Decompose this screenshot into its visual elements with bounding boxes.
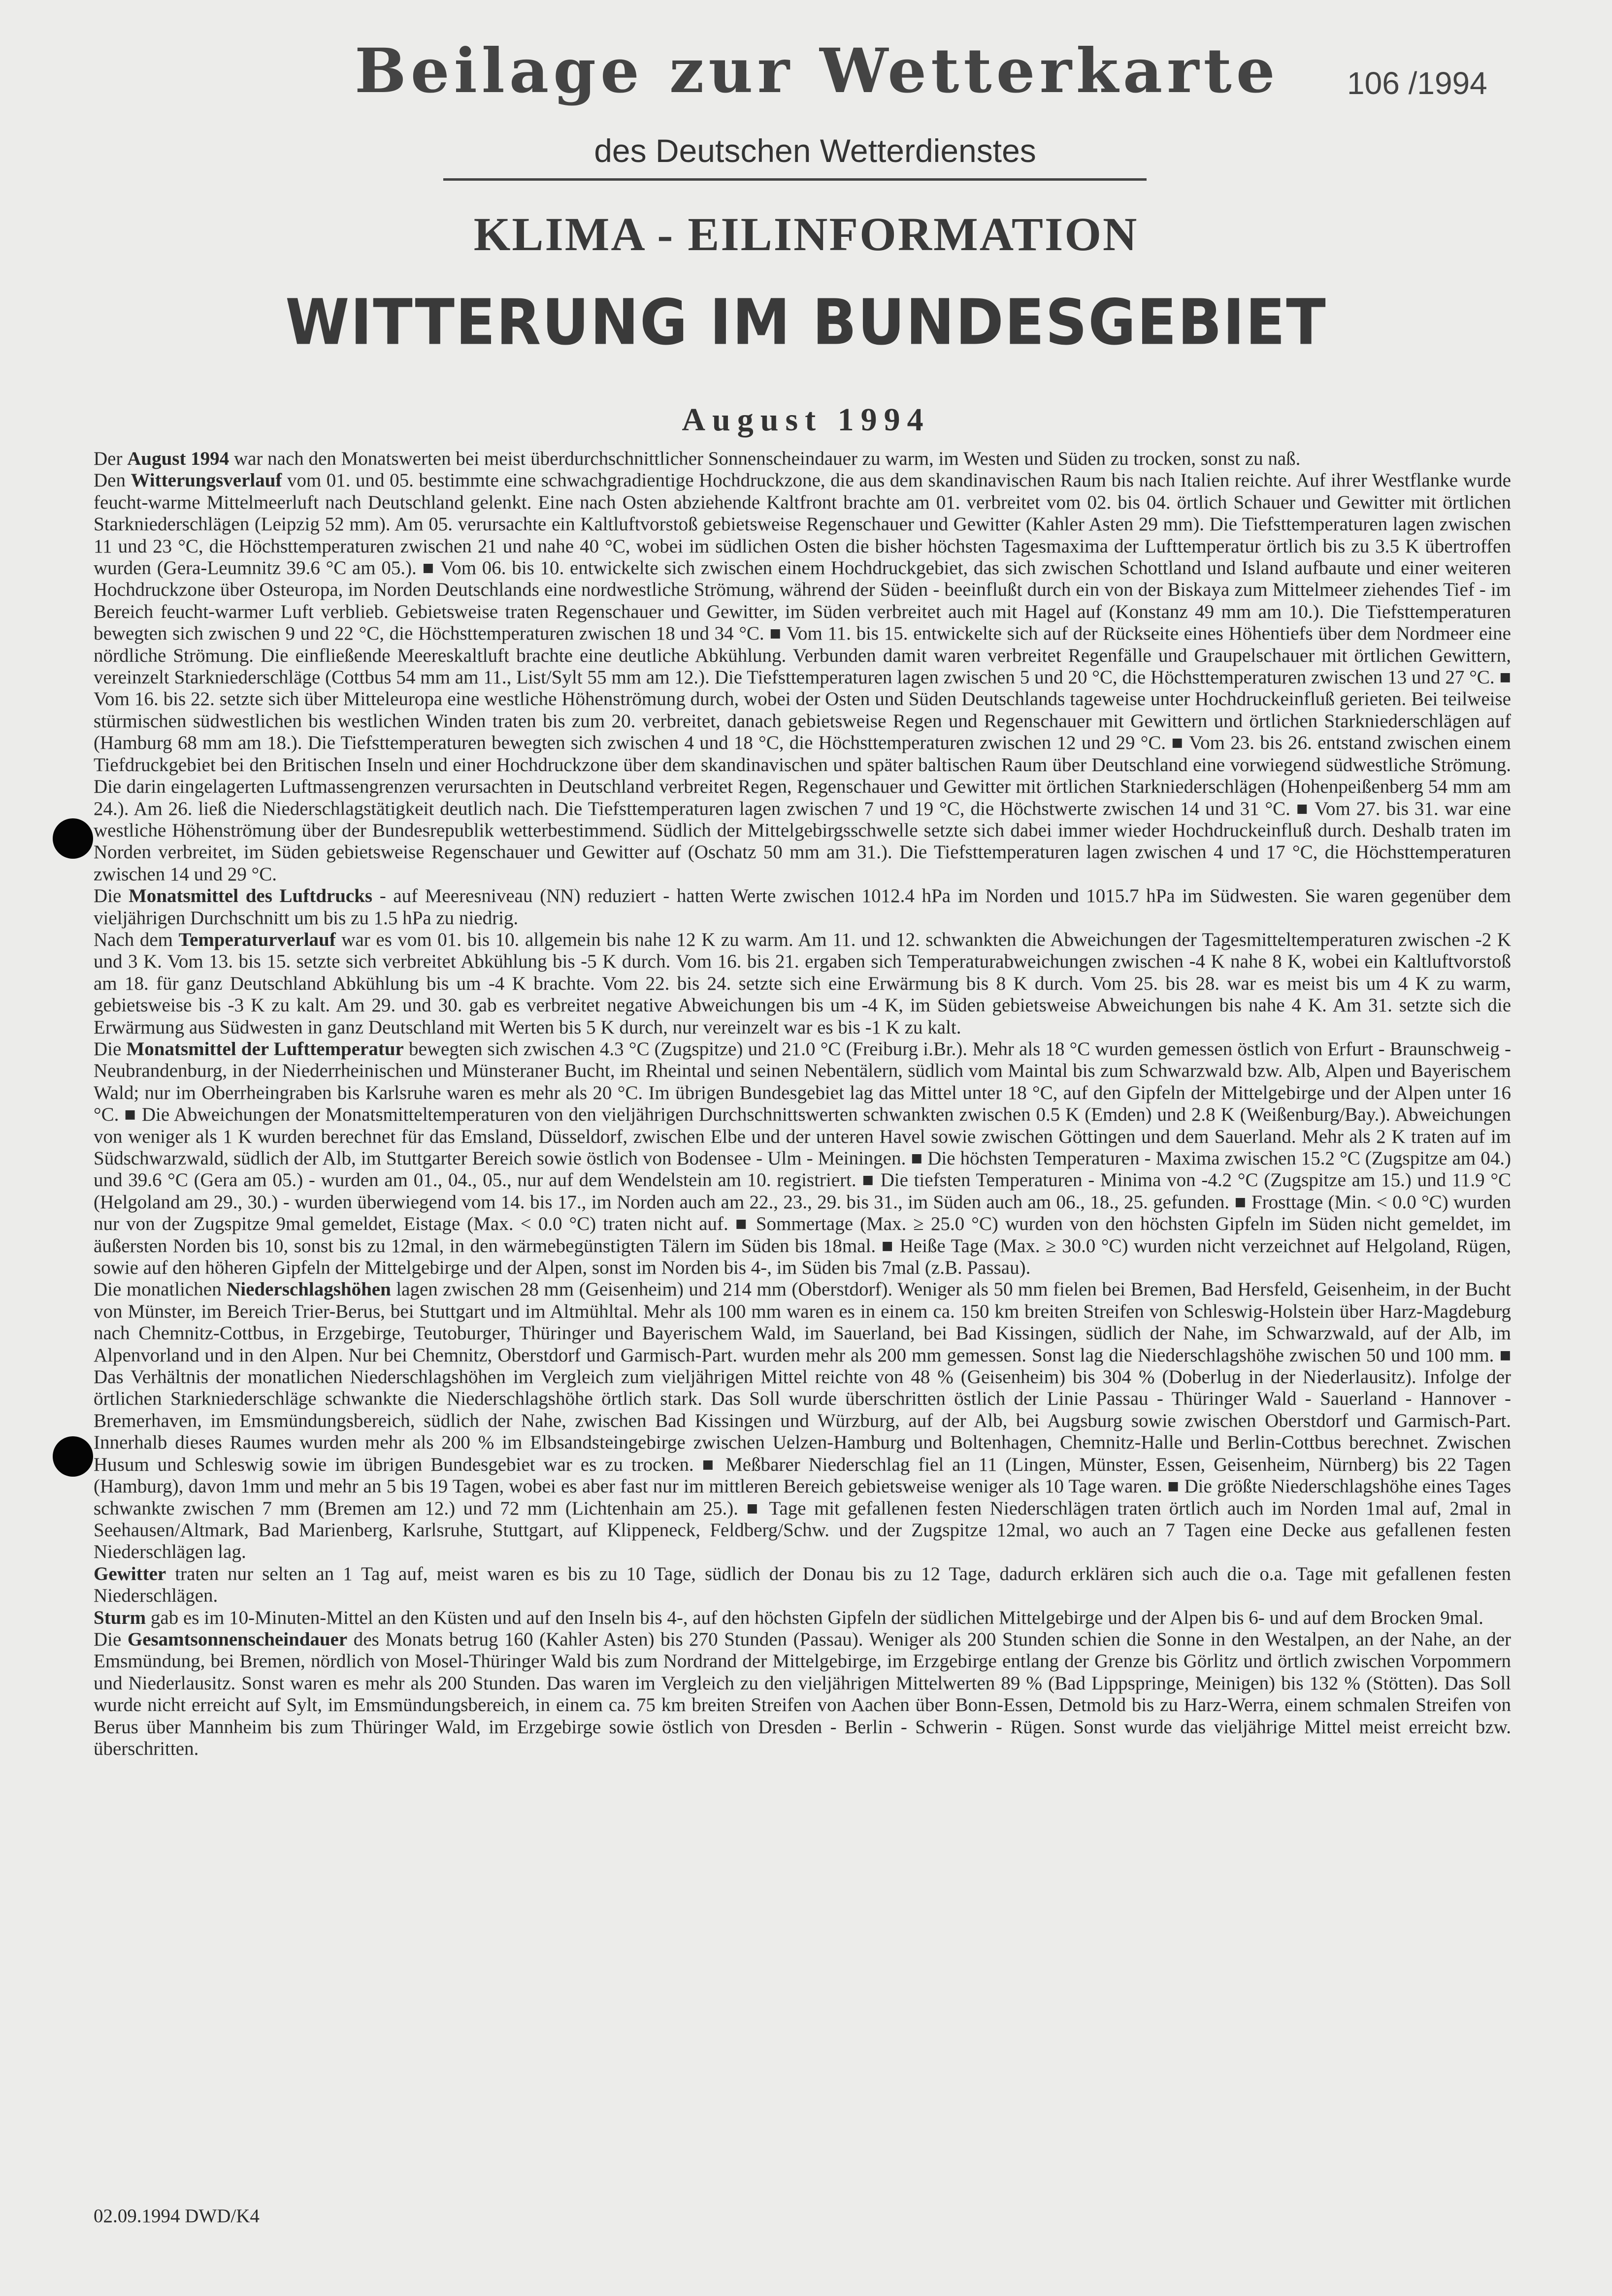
paragraph-sonnenschein: Die Gesamtsonnenscheindauer des Monats betrug 160 (Kahler Asten) bis 270 Stunden (Passau). Weniger als 200 Stunden schien die Sonne in den Westalpen, an der Nahe, an der Emsmündung, bei Bremen, nördlich von Mosel-Thüringer Wald bis zum Nordrand der Mittelgebirge, im Erzgebirge entlang der Grenze bis Görlitz und örtlich zwischen Vorpommern und Niederlausitz. Sonst waren es mehr als 200 Stunden. Das waren im Vergleich zu den vieljährigen Mittelwerten 89 % (Bad Lippspringe, Meinigen) bis 132 % (Stötten). Das Soll wurde nicht erreicht auf Sylt, im Emsmündungsbereich, in einem ca. 75 km breiten Streifen von Aachen über Bonn-Essen, Detmold bis zu Harz-Werra, einem schmalen Streifen von Berus über Mannheim bis zum Thüringer Wald, im Erzgebirge sowie östlich von Dresden - Berlin - Schwerin - Rügen. Sonst wurde das vieljährige Mittel meist erreicht bzw. überschritten.: [94, 1628, 1511, 1759]
report-month: August 1994: [682, 402, 930, 438]
punch-hole-icon: [53, 1436, 93, 1477]
punch-hole-icon: [53, 818, 93, 859]
footer-date: 02.09.1994 DWD/K4: [94, 2205, 260, 2227]
report-body: [94, 448, 1511, 1760]
paragraph-witterungsverlauf: Den Witterungsverlauf vom 01. und 05. bestimmte eine schwachgradientige Hochdruckzone, die aus dem skandinavischen Raum bis nach Italien reichte. Auf ihrer Westflanke wurde feucht-warme Mittelmeerluft nach Deutschland gelenkt. Eine nach Osten abziehende Kaltfront brachte am 01. verbreitet vom 02. bis 04. örtlich Schauer und Gewitter mit örtlichen Starkniederschlägen (Leipzig 52 mm). Am 05. verursachte ein Kaltluftvorstoß gebietsweise Regenschauer und Gewitter (Kahler Asten 29 mm). Die Tiefsttemperaturen lagen zwischen 11 und 23 °C, die Höchsttemperaturen zwischen 21 und nahe 40 °C, wobei im südlichen Osten die bisher höchsten Tagesmaxima der Lufttemperatur örtlich bis zu 3.5 K übertroffen wurden (Gera-Leumnitz 39.6 °C am 05.). ■ Vom 06. bis 10. entwickelte sich zwischen einem Hochdruckgebiet, das sich zwischen Schottland und Island aufbaute und einer weiteren Hochdruckzone über Osteuropa, im Norden Deutschlands eine nordwestliche Strömung, während der Süden - beeinflußt durch ein von der Biskaya zum Mittelmeer ziehendes Tief - im Bereich feucht-warmer Luft verblieb. Gebietsweise traten Regenschauer und Gewitter, im Süden verbreitet auch mit Hagel auf (Konstanz 49 mm am 10.). Die Tiefsttemperaturen bewegten sich zwischen 9 und 22 °C, die Höchsttemperaturen zwischen 18 und 34 °C. ■ Vom 11. bis 15. entwickelte sich auf der Rückseite eines Höhentiefs über dem Nordmeer eine nördliche Strömung. Die einfließende Meereskaltluft brachte eine deutliche Abkühlung. Verbunden damit waren verbreitet Regenfälle und Graupelschauer mit örtlichen Gewittern, vereinzelt Starkniederschläge (Cottbus 54 mm am 11., List/Sylt 55 mm am 12.). Die Tiefsttemperaturen lagen zwischen 5 und 20 °C, die Höchsttemperaturen zwischen 13 und 27 °C. ■ Vom 16. bis 22. setzte sich über Mitteleuropa eine westliche Höhenströmung durch, wobei der Osten und Süden Deutschlands tageweise unter Hochdruckeinfluß gerieten. Bei teilweise stürmischen südwestlichen bis westlichen Winden traten bis zum 20. verbreitet, danach gebietsweise Regen und Regenschauer mit Gewittern und örtlichen Starkniederschlägen auf (Hamburg 68 mm am 18.). Die Tiefsttemperaturen bewegten sich zwischen 4 und 18 °C, die Höchsttemperaturen zwischen 12 und 29 °C. ■ Vom 23. bis 26. entstand zwischen einem Tiefdruckgebiet bei den Britischen Inseln und einer Hochdruckzone über dem skandinavischen und später baltischen Raum über Deutschland eine vorwiegend südwestliche Strömung. Die darin eingelagerten Luftmassengrenzen verursachten in Deutschland verbreitet Regen, Regenschauer und Gewitter mit örtlichen Starkniederschlägen (Hohenpeißenberg 54 mm am 24.). Am 26. ließ die Niederschlagstätigkeit deutlich nach. Die Tiefsttemperaturen lagen zwischen 7 und 19 °C, die Höchstwerte zwischen 14 und 31 °C. ■ Vom 27. bis 31. war eine westliche Höhenströmung über der Bundesrepublik wetterbestimmend. Südlich der Mittelgebirgsschwelle setzte sich dabei immer wieder Hochdruckeinfluß durch. Deshalb traten im Norden verbreitet, im Süden gebietsweise Regenschauer und Gewitter auf (Oschatz 50 mm am 31.). Die Tiefsttemperaturen lagen zwischen 4 und 17 °C, die Höchsttemperaturen zwischen 14 und 29 °C.: [94, 470, 1511, 885]
paragraph-lufttemperatur: Die Monatsmittel der Lufttemperatur bewegten sich zwischen 4.3 °C (Zugspitze) und 21.0 °C (Freiburg i.Br.). Mehr als 18 °C wurden gemessen östlich von Erfurt - Braunschweig - Neubrandenburg, in der Niederrheinischen und Münsteraner Bucht, im Rheintal und seinen Nebentälern, südlich vom Maintal bis zum Schwarzwald bzw. Alb, Alpen und Bayerischem Wald; nur im Oberrheingraben bis Karlsruhe waren es mehr als 20 °C. Im übrigen Bundesgebiet lag das Mittel unter 18 °C, auf den Gipfeln der Mittelgebirge und der Alpen unter 16 °C. ■ Die Abweichungen der Monatsmitteltemperaturen von den vieljährigen Durchschnittswerten schwankten zwischen 0.5 K (Emden) und 2.8 K (Weißenburg/Bay.). Abweichungen von weniger als 1 K wurden berechnet für das Emsland, Düsseldorf, zwischen Elbe und der unteren Havel sowie zwischen Göttingen und dem Sauerland. Mehr als 2 K traten auf im Südschwarzwald, südlich der Alb, im Stuttgarter Bereich sowie östlich von Bodensee - Ulm - Meiningen. ■ Die höchsten Temperaturen - Maxima zwischen 15.2 °C (Zugspitze am 04.) und 39.6 °C (Gera am 05.) - wurden am 01., 04., 05., nur auf dem Wendelstein am 10. registriert. ■ Die tiefsten Temperaturen - Minima von -4.2 °C (Zugspitze am 15.) und 11.9 °C (Helgoland am 29., 30.) - wurden überwiegend vom 14. bis 17., im Norden auch am 22., 23., 29. bis 31., im Süden auch am 06., 18., 25. gefunden. ■ Frosttage (Min. < 0.0 °C) wurden nur von der Zugspitze 9mal gemeldet, Eistage (Max. < 0.0 °C) traten nicht auf. ■ Sommertage (Max. ≥ 25.0 °C) wurden von den höchsten Gipfeln im Süden nicht gemeldet, im äußersten Norden bis 10, sonst bis zu 12mal, in den wärmebegünstigten Tälern im Süden bis 18mal. ■ Heiße Tage (Max. ≥ 30.0 °C) wurden nicht verzeichnet auf Helgoland, Rügen, sowie auf den höheren Gipfeln der Mittelgebirge und der Alpen, sonst im Norden bis 4-, im Süden bis 7mal (z.B. Passau).: [94, 1038, 1512, 1279]
paragraph-temperaturverlauf: Nach dem Temperaturverlauf war es vom 01. bis 10. allgemein bis nahe 12 K zu warm. Am 11. und 12. schwankten die Abweichungen der Tagesmitteltemperaturen zwischen -2 K und 3 K. Vom 13. bis 15. setzte sich verbreitet Abkühlung bis -5 K durch. Vom 16. bis 21. ergaben sich Temperaturabweichungen zwischen -4 K nahe 8 K, wobei ein Kaltluftvorstoß am 18. für ganz Deutschland Abkühlung bis um -4 K brachte. Vom 22. bis 24. setzte sich eine Erwärmung bis 8 K durch. Vom 25. bis 28. war es meist bis um 4 K zu warm, gebietsweise bis -3 K zu kalt. Am 29. und 30. gab es verbreitet negative Abweichungen bis um -4 K, im Süden gebietsweise Abweichungen bis nahe 4 K. Am 31. setzte sich die Erwärmung aus Südwesten in ganz Deutschland mit Werten bis 5 K durch, nur vereinzelt war es bis -1 K zu kalt.: [94, 929, 1512, 1038]
document-subtitle: des Deutschen Wetterdienstes: [594, 132, 1036, 169]
document-title: Beilage zur Wetterkarte: [355, 35, 1280, 107]
paragraph-gewitter: Gewitter traten nur selten an 1 Tag auf, meist waren es bis zu 10 Tage, südlich der Donau bis zu 12 Tage, dadurch erklären sich auch die o.a. Tage mit gefallenen festen Niederschlägen.: [94, 1563, 1511, 1607]
main-heading: WITTERUNG IM BUNDESGEBIET: [285, 285, 1327, 359]
paragraph-sturm: Sturm gab es im 10-Minuten-Mittel an den Küsten und auf den Inseln bis 4-, auf den höchsten Gipfeln der südlichen Mittelgebirge und der Alpen bis 6- und auf dem Brocken 9mal.: [94, 1607, 1483, 1628]
section-label: KLIMA - EILINFORMATION: [473, 208, 1139, 260]
paragraph-summary: Der August 1994 war nach den Monatswerten bei meist überdurchschnittlicher Sonnenscheindauer zu warm, im Westen und Süden zu trocken, sonst zu naß.: [94, 448, 1301, 469]
paragraph-niederschlag: Die monatlichen Niederschlagshöhen lagen zwischen 28 mm (Geisenheim) und 214 mm (Oberstdorf). Weniger als 50 mm fielen bei Bremen, Bad Hersfeld, Geisenheim, in der Bucht von Münster, im Bereich Trier-Berus, bei Stuttgart und im Altmühltal. Mehr als 100 mm waren es in einem ca. 150 km breiten Streifen von Schleswig-Holstein über Harz-Magdeburg nach Chemnitz-Cottbus, in Erzgebirge, Teutoburger, Thüringer und Bayerischem Wald, im Sauerland, bei Bad Kissingen, südlich der Nahe, im Schwarzwald, auf der Alb, im Alpenvorland und in den Alpen. Nur bei Chemnitz, Oberstdorf und Garmisch-Part. wurden mehr als 200 mm gemessen. Sonst lag die Niederschlagshöhe zwischen 50 und 100 mm. ■ Das Verhältnis der monatlichen Niederschlagshöhen im Vergleich zum vieljährigen Mittel reichte von 48 % (Geisenheim) bis 304 % (Doberlug in der Niederlausitz). Infolge der örtlichen Starkniederschläge schwankte die Niederschlagshöhe örtlich stark. Das Soll wurde überschritten östlich der Linie Passau - Thüringer Wald - Sauerland - Hannover - Bremerhaven, im Emsmündungsbereich, südlich der Nahe, zwischen Bad Kissingen und Würzburg, auf der Alb, bei Augsburg sowie zwischen Oberstdorf und Garmisch-Part. Innerhalb dieses Raumes wurden mehr als 200 % im Elbsandsteingebirge zwischen Uelzen-Hamburg und Boltenhagen, Chemnitz-Halle und Berlin-Cottbus berechnet. Zwischen Husum und Schleswig sowie im übrigen Bundesgebiet war es zu trocken. ■ Meßbarer Niederschlag fiel an 11 (Lingen, Münster, Essen, Geisenheim, Nürnberg) bis 22 Tagen (Hamburg), davon 1mm und mehr an 5 bis 19 Tagen, wobei es aber fast nur im mittleren Bereich gebietsweise weniger als 10 Tage waren. ■ Die größte Niederschlagshöhe eines Tages schwankte zwischen 7 mm (Bremen am 12.) und 72 mm (Lichtenhain am 25.). ■ Tage mit gefallenen festen Niederschlägen traten örtlich auch im Norden 1mal auf, 2mal in Seehausen/Altmark, Bad Marienberg, Karlsruhe, Stuttgart, auf Klippeneck, Feldberg/Schw. und der Zugspitze 12mal, wo auch an 7 Tagen eine Decke aus gefallenen festen Niederschlägen lag.: [94, 1279, 1511, 1563]
issue-number: 106 /1994: [1347, 65, 1487, 101]
header-rule: [443, 178, 1147, 181]
paragraph-luftdruck: Die Monatsmittel des Luftdrucks - auf Meeresniveau (NN) reduziert - hatten Werte zwischen 1012.4 hPa im Norden und 1015.7 hPa im Südwesten. Sie waren gegenüber dem vieljährigen Durchschnitt um bis zu 1.5 hPa zu niedrig.: [94, 885, 1511, 929]
